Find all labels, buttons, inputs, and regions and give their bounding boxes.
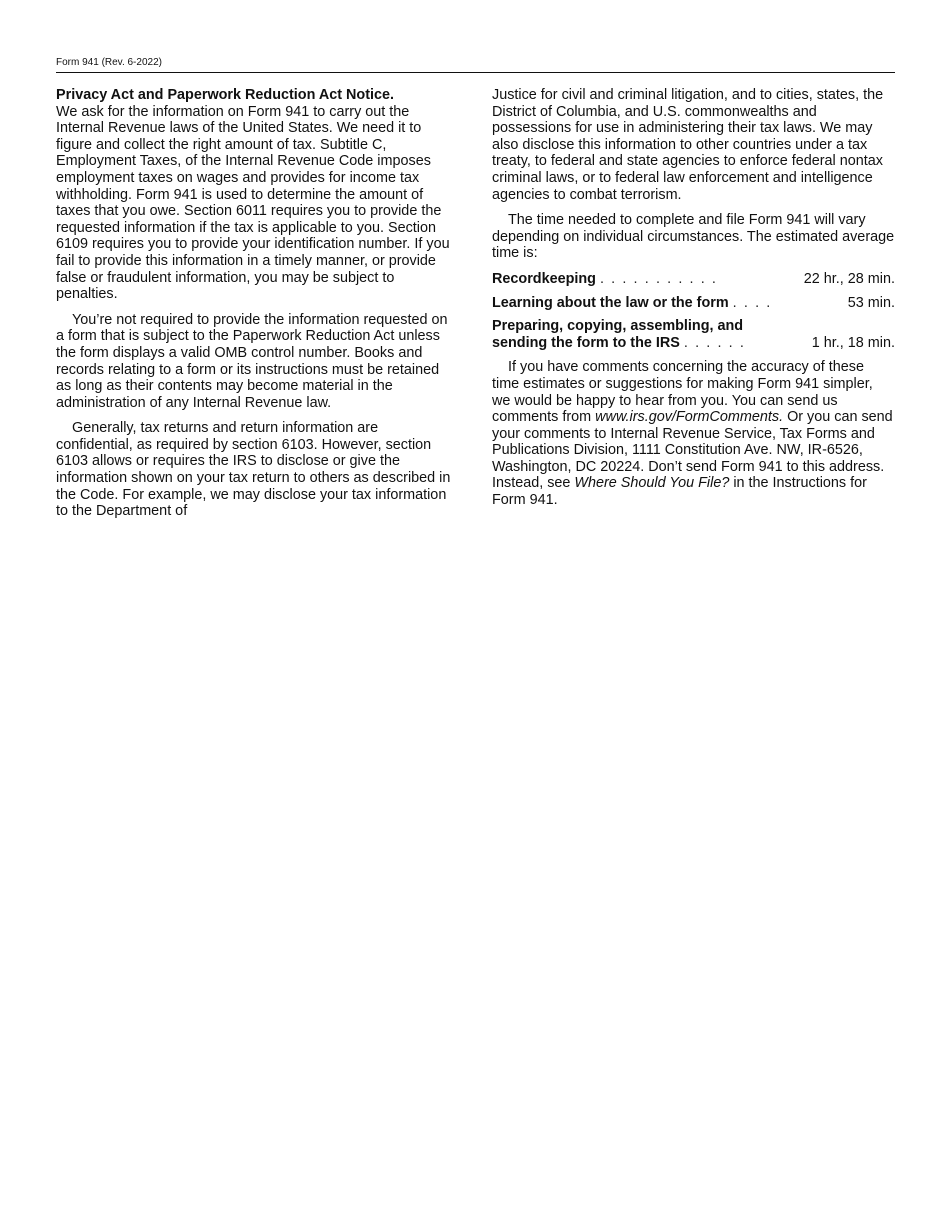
omb-paragraph: You’re not required to provide the information requested on a form that is subject to the Paperwork Reduction Act unless the form displays a valid OMB control number. Books and records relating to a form or its instructions must be retained as long as their contents may become material in the administration of any Internal Revenue law. (56, 311, 448, 411)
notice-body: We ask for the information on Form 941 to carry out the Internal Revenue laws of the United States. We need it to figure and collect the right amount of tax. Subtitle C, Employment Taxes, of the Internal Revenue Code imposes employment taxes on wages and provides for income tax withholding. Form 941 is used to determine the amount of taxes that you owe. Section 6011 requires you to provide the requested information if the tax is applicable to you. Section 6109 requires you to provide your identification number. If you fail to provide this information in a timely manner, or provide false or fraudulent information, you may be subject to penalties. (56, 103, 450, 303)
header-rule (56, 72, 895, 73)
time-row-preparing (492, 318, 895, 351)
dot-leader: . . . . . . (683, 334, 746, 351)
right-column (492, 87, 895, 518)
time-row-value: 1 hr., 18 min. (811, 334, 895, 351)
where-to-file-reference: Where Should You File? (574, 475, 730, 492)
time-needed-paragraph: The time needed to complete and file Form 941 will vary depending on individual circumstances. The estimated average time is: (492, 212, 895, 262)
form-header (56, 57, 894, 69)
privacy-notice-paragraph (56, 87, 456, 303)
notice-title: Privacy Act and Paperwork Reduction Act Notice. (56, 87, 395, 103)
comments-text-mid: Or you can send your comments to Internal Revenue Service, Tax Forms and Publications Division, 1111 Constitution Ave. NW, IR-6526, Washington, DC 20224. Don’t send Form 941 to this address. Instead, see (492, 409, 893, 492)
time-row-label: Recordkeeping (492, 270, 596, 287)
dot-leader: . . . . (732, 294, 772, 311)
time-row-label: sending the form to the IRS (492, 334, 680, 351)
comments-text-end: in the Instructions for Form 941. (492, 475, 867, 509)
time-row-learning (492, 295, 895, 312)
left-column (56, 87, 456, 529)
time-row-preparing-line2 (492, 335, 895, 352)
time-row-recordkeeping (492, 271, 895, 288)
dot-leader: . . . . . . . . . . . (599, 270, 718, 287)
time-row-value: 53 min. (847, 294, 895, 311)
comments-text-start: If you have comments concerning the accuracy of these time estimates or suggestions for making Form 941 simpler, we would be happy to hear from you. You can send us comments from (492, 359, 873, 426)
disclosure-paragraph: Justice for civil and criminal litigation, and to cities, states, the District of Columbia, and U.S. commonwealths and possessions for use in administering their tax laws. We may also disclose this information to other countries under a tax treaty, to federal and state agencies to enforce federal nontax criminal laws, or to federal law enforcement and intelligence agencies to combat terrorism. (492, 87, 884, 203)
comments-paragraph (492, 359, 895, 508)
form-comments-url: www.irs.gov/FormComments. (595, 409, 784, 426)
time-row-value: 22 hr., 28 min. (803, 270, 895, 287)
time-row-label-line1: Preparing, copying, assembling, and (492, 318, 744, 335)
form-id: Form 941 (Rev. 6-2022) (56, 57, 162, 68)
confidentiality-paragraph: Generally, tax returns and return information are confidential, as required by section 6103. However, section 6103 allows or requires the IRS to disclose or give the information shown on your tax return to others as described in the Code. For example, we may disclose your tax information to the Department of (56, 420, 451, 520)
time-row-label: Learning about the law or the form (492, 294, 729, 311)
